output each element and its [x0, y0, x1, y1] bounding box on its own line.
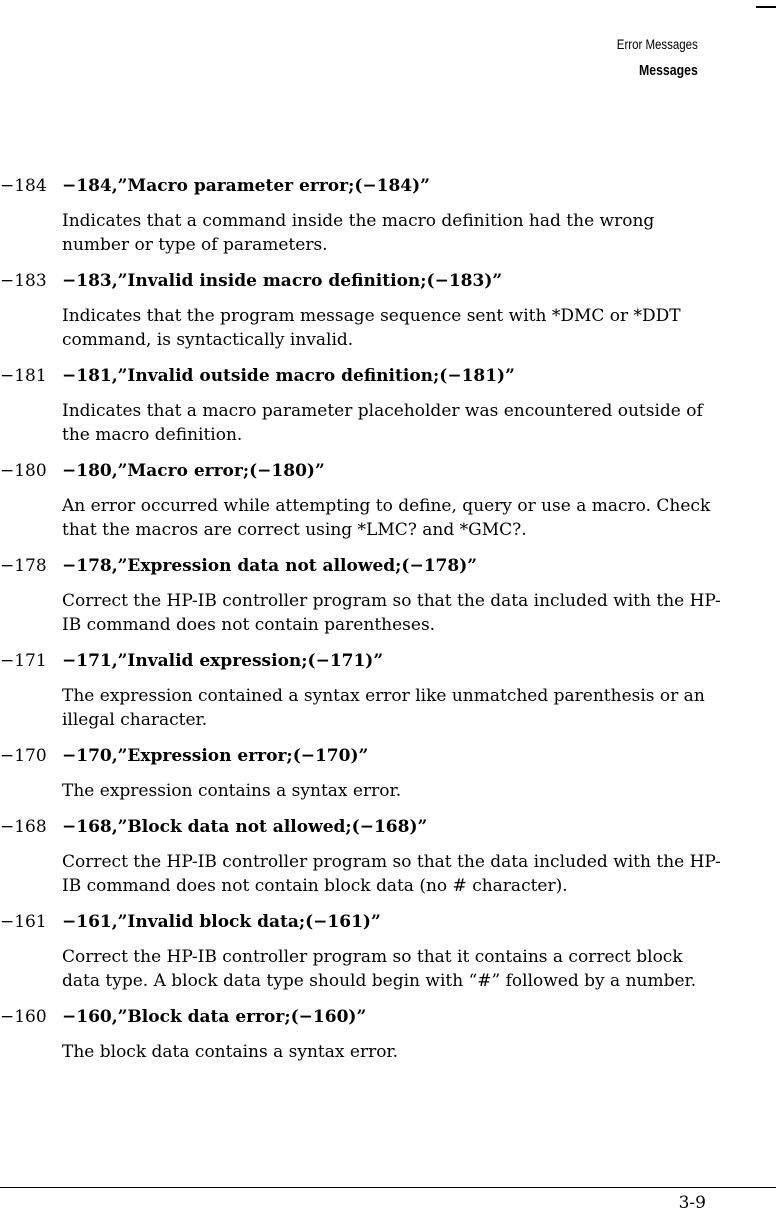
error-entry: [0, 268, 776, 352]
error-description: Indicates that the program message sequence sent with *DMC or *DDT command, is syntactically invalid.: [62, 306, 681, 350]
error-title: −181,”Invalid outside macro definition;(−181)”: [62, 366, 515, 386]
error-title: −161,”Invalid block data;(−161)”: [62, 912, 381, 932]
error-entry: [0, 814, 776, 898]
error-title: −184,”Macro parameter error;(−184)”: [62, 176, 430, 196]
header-subsection: Messages: [639, 62, 698, 79]
error-code: −178: [0, 556, 47, 576]
error-title: −180,”Macro error;(−180)”: [62, 461, 325, 481]
error-code: −161: [0, 912, 47, 932]
error-description: The block data contains a syntax error.: [62, 1042, 399, 1062]
error-description: An error occurred while attempting to define, query or use a macro. Check that the macros are correct using *LMC? and *GMC?.: [62, 496, 711, 540]
error-description: Correct the HP-IB controller program so that the data included with the HP-IB command does not contain parentheses.: [62, 591, 721, 635]
error-title: −178,”Expression data not allowed;(−178)”: [62, 556, 478, 576]
error-description: Indicates that a command inside the macro definition had the wrong number or type of parameters.: [62, 211, 655, 255]
error-entry: [0, 743, 776, 803]
error-code: −183: [0, 271, 47, 291]
error-code: −181: [0, 366, 47, 386]
error-title: −171,”Invalid expression;(−171)”: [62, 651, 384, 671]
error-title: −160,”Block data error;(−160)”: [62, 1007, 367, 1027]
error-code: −171: [0, 651, 47, 671]
error-description: Correct the HP-IB controller program so that the data included with the HP-IB command does not contain block data (no # character).: [62, 852, 721, 896]
error-entry: [0, 648, 776, 732]
error-description: The expression contains a syntax error.: [62, 781, 402, 801]
error-code: −184: [0, 176, 47, 196]
error-entry: [0, 363, 776, 447]
error-entry: [0, 1004, 776, 1064]
error-message-list: [0, 173, 776, 1075]
page-number: 3-9: [678, 1193, 706, 1213]
error-description: Correct the HP-IB controller program so that it contains a correct block data type. A block data type should begin with “#” followed by a number.: [62, 947, 697, 991]
corner-mark: [756, 6, 776, 8]
error-title: −183,”Invalid inside macro definition;(−183)”: [62, 271, 503, 291]
running-header: [599, 34, 698, 82]
footer-rule: [0, 1187, 776, 1188]
header-section: Error Messages: [616, 36, 698, 52]
error-description: Indicates that a macro parameter placeholder was encountered outside of the macro definition.: [62, 401, 703, 445]
error-entry: [0, 909, 776, 993]
error-entry: [0, 458, 776, 542]
error-code: −170: [0, 746, 47, 766]
error-title: −170,”Expression error;(−170)”: [62, 746, 369, 766]
error-entry: [0, 553, 776, 637]
error-code: −180: [0, 461, 47, 481]
error-description: The expression contained a syntax error like unmatched parenthesis or an illegal character.: [62, 686, 705, 730]
error-code: −160: [0, 1007, 47, 1027]
error-code: −168: [0, 817, 47, 837]
error-entry: [0, 173, 776, 257]
error-title: −168,”Block data not allowed;(−168)”: [62, 817, 428, 837]
